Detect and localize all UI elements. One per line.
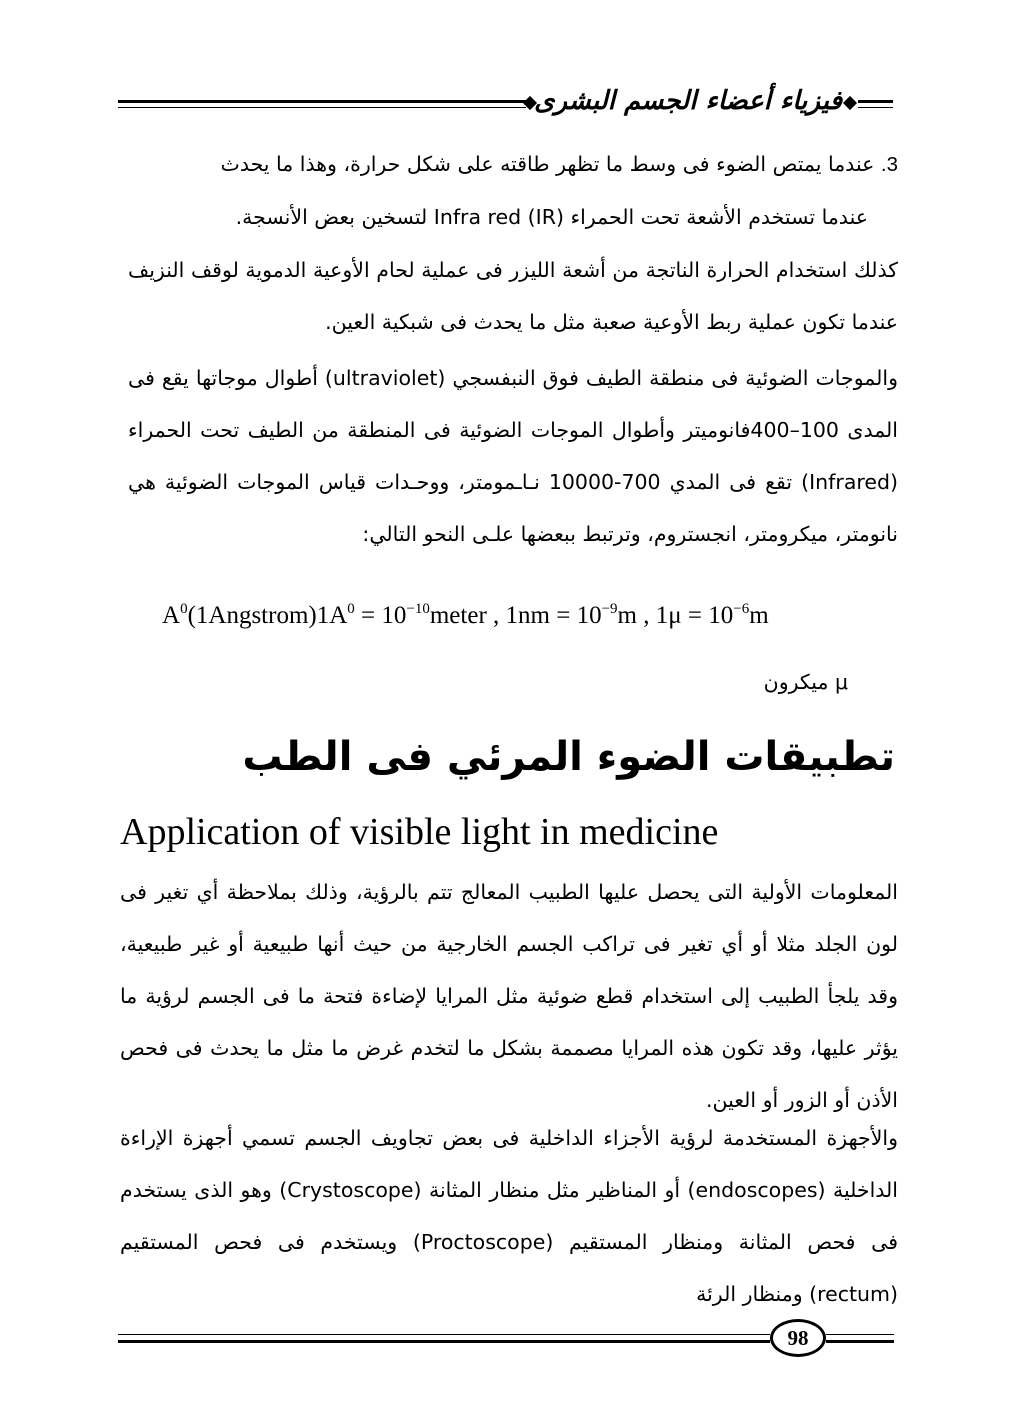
formula-angstrom-definition: (1Angstrom)1A	[187, 602, 348, 629]
formula-unit: m	[749, 602, 769, 629]
formula-equals: = 10	[354, 602, 407, 629]
paragraph-laser-heat: كذلك استخدام الحرارة الناتجة من أشعة الليزر فى عملية لحام الأوعية الدموية لوقف النزيف عندما تكون عملية ربط الأوعية صعبة مثل ما يحدث فى شبكية العين.	[128, 258, 898, 334]
footer-rule-left	[118, 1334, 770, 1343]
item-3-line-1: عندما يمتص الضوء فى وسط ما تظهر طاقته على شكل حرارة، وهذا ما يحدث	[220, 152, 881, 176]
running-header-title: فيزياء أعضاء الجسم البشرى	[534, 86, 842, 116]
footer-rule-right	[826, 1334, 894, 1343]
page-number-badge: 98	[770, 1319, 826, 1357]
formula-sup: 0	[180, 601, 188, 617]
numbered-item-3	[128, 138, 898, 243]
formula-exponent: −6	[733, 601, 750, 617]
formula-angstrom-symbol: A	[162, 602, 181, 629]
paragraph-endoscopes: والأجهزة المستخدمة لرؤية الأجزاء الداخلية فى بعض تجاويف الجسم تسمي أجهزة الإراءة الداخلية (endoscopes) أو المناظير مثل منظار المثانة (Crystoscope) وهو الذى يستخدم فى فحص المثانة ومنظار المستقيم (Proctoscope) ويستخدم فى فحص المستقيم (rectum) ومنظار الرئة	[120, 1126, 899, 1306]
section-heading-arabic: تطبيقات الضوء المرئي فى الطب	[242, 734, 895, 780]
unit-conversion-formula	[162, 596, 862, 636]
paragraph-initial-information: المعلومات الأولية التى يحصل عليها الطبيب المعالج تتم بالرؤية، وذلك بملاحظة أي تغير فى لون الجلد مثلا أو أي تغير فى تراكب الجسم الخارجية من حيث أنها طبيعية أو غير طبيعية، وقد يلجأ الطبيب إلى استخدام قطع ضوئية مثل المرايا لإضاءة فتحة ما فى الجسم لرؤية ما يؤثر عليها، وقد تكون هذه المرايا مصممة بشكل ما لتخدم غرض ما مثل ما يحدث فى فحص الأذن أو الزور أو العين.	[120, 880, 898, 1112]
formula-meter-nm: meter , 1nm = 10	[429, 602, 602, 629]
header-diamond-right-ornament	[843, 96, 857, 110]
paragraph-wavelengths: والموجات الضوئية فى منطقة الطيف فوق النبفسجي (ultraviolet) أطوال موجاتها يقع فى المدى 100–400فانوميتر وأطوال الموجات الضوئية فى المنطقة من الطيف تحت الحمراء (Infrared) تقع فى المدي 700-10000 نـاـمومتر، ووحـدات قياس الموجات الضوئية هي نانومتر، ميكرومتر، انجستروم، وترتبط ببعضها علـى النحو التالي:	[128, 366, 898, 546]
section-heading-english: Application of visible light in medicine	[120, 811, 719, 853]
formula-sup: 0	[347, 601, 355, 617]
header-rule-left	[118, 100, 526, 108]
item-number: 3.	[880, 153, 898, 176]
micron-note: μ ميكرون	[763, 670, 848, 694]
formula-m-micro: m , 1μ = 10	[617, 602, 734, 629]
formula-exponent: −9	[601, 601, 618, 617]
formula-exponent: −10	[406, 601, 430, 617]
item-3-line-2: عندما تستخدم الأشعة تحت الحمراء Infra red (IR) لتسخين بعض الأنسجة.	[235, 205, 868, 229]
header-rule-right	[858, 100, 893, 108]
